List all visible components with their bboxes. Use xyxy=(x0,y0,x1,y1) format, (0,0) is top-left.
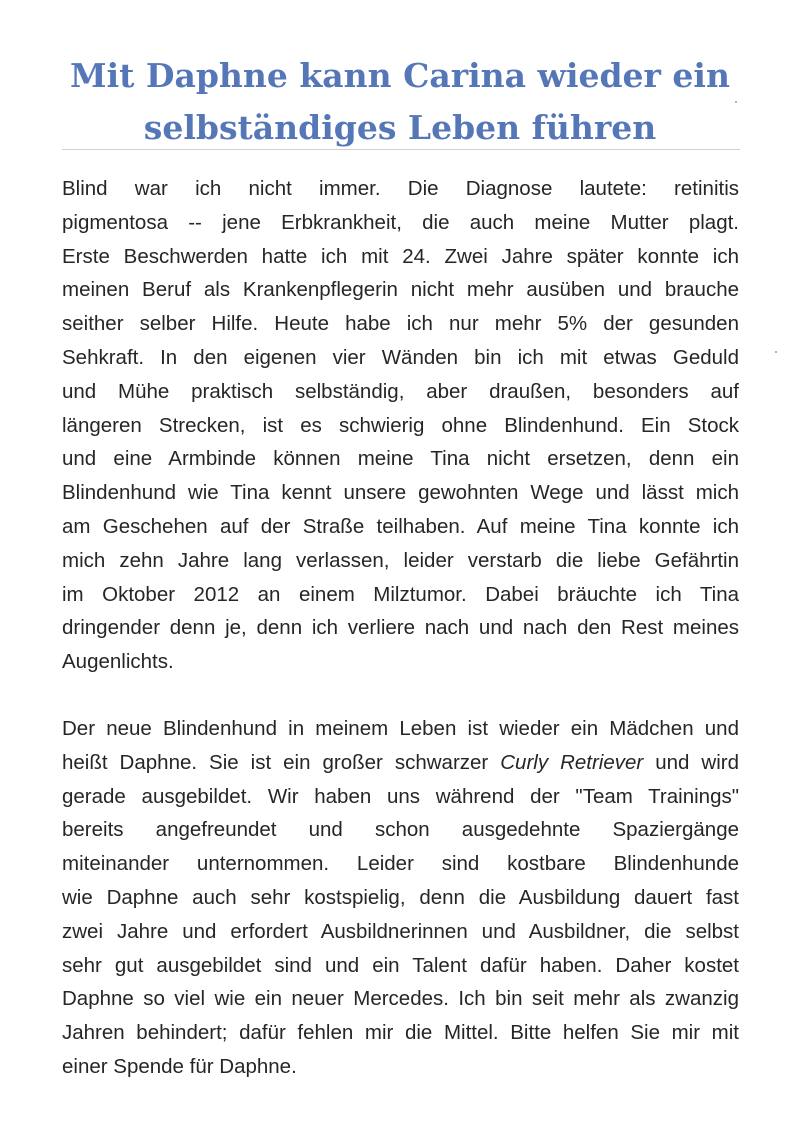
text-line: und Mühe praktisch selbständig, aber draußen, besonders auf xyxy=(62,379,739,403)
body-text xyxy=(62,172,739,1084)
text-line: sehr gut ausgebildet sind und ein Talent dafür haben. Daher kostet xyxy=(62,953,739,977)
text-line: Der neue Blindenhund in meinem Leben ist wieder ein Mädchen und xyxy=(62,716,739,740)
text-line: meinen Beruf als Krankenpflegerin nicht mehr ausüben und brauche xyxy=(62,278,739,302)
text-line: Sehkraft. In den eigenen vier Wänden bin ich mit etwas Geduld xyxy=(62,345,739,369)
text-line: seither selber Hilfe. Heute habe ich nur mehr 5% der gesunden xyxy=(62,312,739,336)
title-line-2: selbständiges Leben führen xyxy=(143,108,657,147)
breed-name: Curly Retriever xyxy=(500,750,644,774)
text-line: Daphne so viel wie ein neuer Mercedes. Ich bin seit mehr als zwanzig xyxy=(62,987,739,1011)
text-line: mich zehn Jahre lang verlassen, leider verstarb die liebe Gefährtin xyxy=(62,548,739,572)
text-run: und wird xyxy=(643,750,739,774)
text-line: einer Spende für Daphne. xyxy=(62,1054,297,1078)
text-line xyxy=(62,746,739,780)
text-line: und eine Armbinde können meine Tina nicht ersetzen, denn ein xyxy=(62,447,739,471)
text-line: zwei Jahre und erfordert Ausbildnerinnen und Ausbildner, die selbst xyxy=(62,919,739,943)
text-line: gerade ausgebildet. Wir haben uns während der "Team Trainings" xyxy=(62,784,739,808)
title-line-1: Mit Daphne kann Carina wieder ein xyxy=(70,56,730,95)
text-line: wie Daphne auch sehr kostspielig, denn die Ausbildung dauert fast xyxy=(62,885,739,909)
text-run: heißt Daphne. Sie ist ein großer schwarzer xyxy=(62,750,501,774)
text-line: dringender denn je, denn ich verliere nach und nach den Rest meines xyxy=(62,616,739,640)
text-line: am Geschehen auf der Straße teilhaben. Auf meine Tina konnte ich xyxy=(62,514,739,538)
scan-speck xyxy=(735,101,737,103)
paragraph-1 xyxy=(62,172,739,679)
text-line: pigmentosa -- jene Erbkrankheit, die auch meine Mutter plagt. xyxy=(62,210,739,234)
text-line: Blind war ich nicht immer. Die Diagnose lautete: retinitis xyxy=(62,177,739,200)
text-line: Erste Beschwerden hatte ich mit 24. Zwei Jahre später konnte ich xyxy=(62,244,739,268)
text-line: Jahren behindert; dafür fehlen mir die Mittel. Bitte helfen Sie mir mit xyxy=(62,1021,739,1045)
text-line: miteinander unternommen. Leider sind kostbare Blindenhunde xyxy=(62,852,739,876)
text-line: längeren Strecken, ist es schwierig ohne Blindenhund. Ein Stock xyxy=(62,413,739,437)
text-line: Augenlichts. xyxy=(62,650,174,674)
text-line: im Oktober 2012 an einem Milztumor. Dabei bräuchte ich Tina xyxy=(62,582,739,606)
scan-speck xyxy=(775,351,777,353)
text-line: Blindenhund wie Tina kennt unsere gewohnten Wege und lässt mich xyxy=(62,481,739,505)
title-divider xyxy=(62,149,740,150)
paragraph-2 xyxy=(62,712,739,1084)
page-title xyxy=(40,50,760,154)
text-line: bereits angefreundet und schon ausgedehnte Spaziergänge xyxy=(62,818,739,842)
